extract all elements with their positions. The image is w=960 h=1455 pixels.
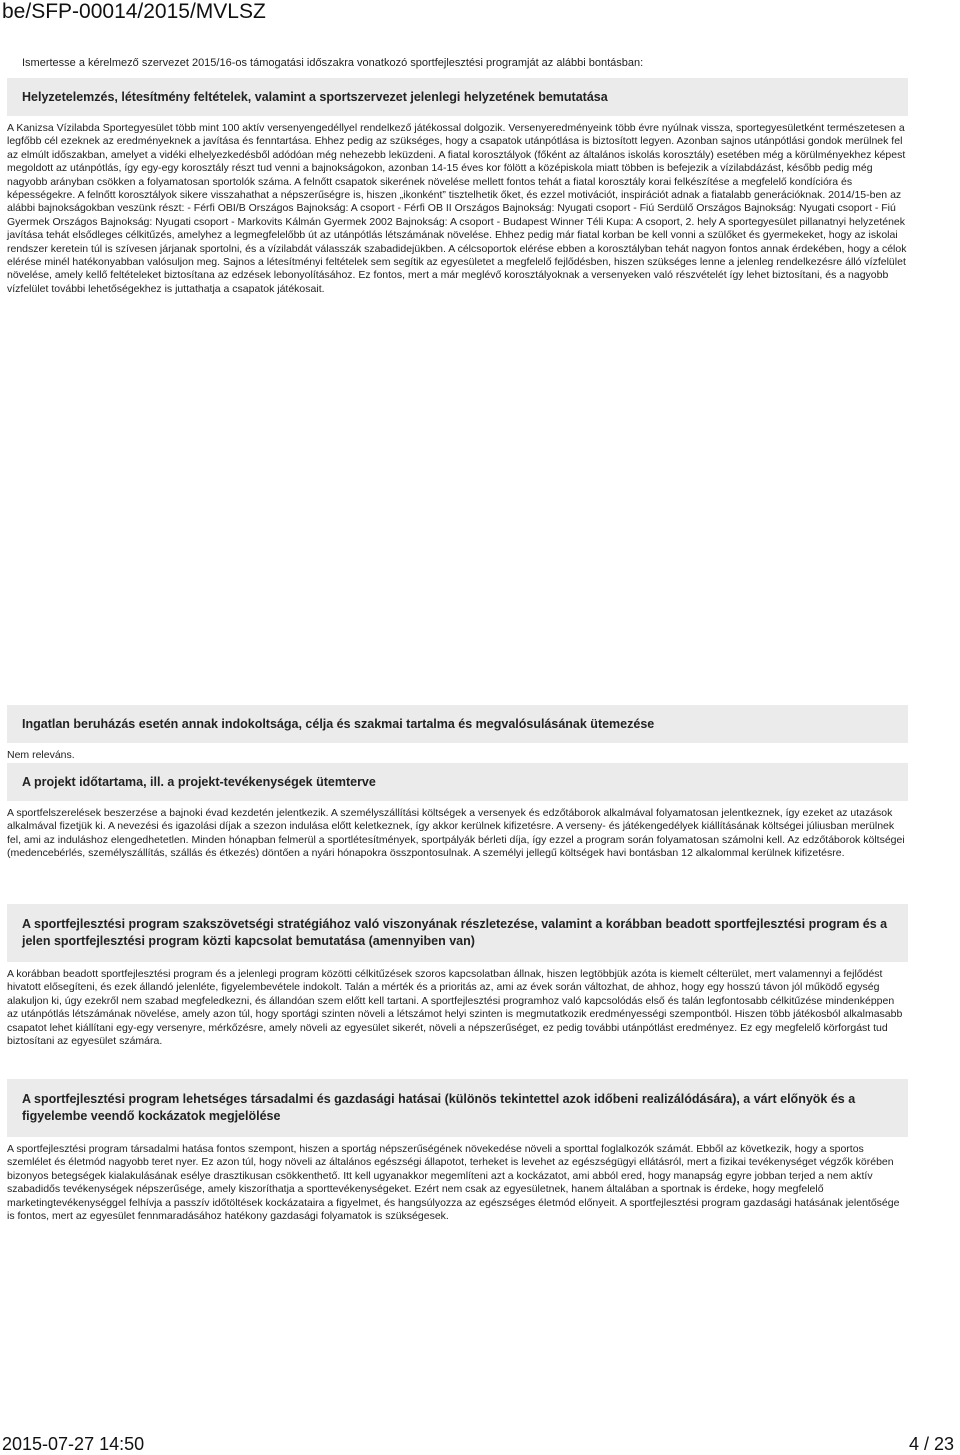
section-heading: Ingatlan beruházás esetén annak indokoltsága, célja és szakmai tartalma és megvalósulásának ütemezése [7, 705, 908, 743]
section-project-timeline [7, 763, 908, 861]
document-id: be/SFP-00014/2015/MVLSZ [2, 0, 266, 23]
section-real-estate [7, 705, 908, 762]
section-body: Nem releváns. [7, 749, 75, 761]
section-body: A Kanizsa Vízilabda Sportegyesület több mint 100 aktív versenyengedéllyel rendelkező játékossal dolgozik. Versenyeredményeink több évre nyúlnak vissza, sportegyesületként természetesen a legfőbb cél ezeknek az eredményeknek a javítása és fenntartása. Ehhez pedig az szükséges, hogy a csapatok utánpótlása is biztosított legyen. Azonban sajnos utánpótlási gondok merülnek fel az elmúlt időszakban, amelyet a vidéki elhelyezkedésből adódóan még nehezebb leküzdeni. A fiatal korosztályok (főként az általános iskolás korosztály) esetében még a körülményekhez képest megoldott az utánpótlás, így egy-egy korosztály részt tud venni a bajnokságokon, azonban 14-15 éves kor fölött a középiskola miatt többen is befejezik a vízilabdázást, később pedig még nagyobb arányban csökken a folyamatosan sportolók száma. A felnőtt csapatok sikerének növelése mellett fontos tehát a fiatal korosztály korai felkészítése a megfelelő kondícióra és képességekre. A felnőtt korosztályok sikere visszahathat a népszerűségre is, hiszen „ikonként” tisztelhetik őket, és ezzel motivációt, inspirációt adnak a fiatalabb generációknak. 2014/15-ben az alábbi bajnokságokban veszünk részt: - Férfi OBI/B Országos Bajnokság: A csoport - Férfi OB II Országos Bajnokság: Nyugati csoport - Fiú Serdülő Országos Bajnokság: Nyugati csoport - Fiú Gyermek Országos Bajnokság: Nyugati csoport - Markovits Kálmán Gyermek 2002 Bajnokság: A csoport - Budapest Winner Téli Kupa: A csoport, 2. hely A sportegyesület pillanatnyi helyzetének javítása tehát elsődleges célkitűzés, amelyhez a legmegfelelőbb út az utánpótlás létszámának növelése. Ehhez pedig már fiatal korban be kell vonni a szülőket és gyermekeket, hogy az iskolai rendszer keretein túl is szívesen járjanak sportolni, és a vízilabdát válasszák szabadidejükben. A célcsoportok elérése ebben a korosztályban tehát nagyon fontos annak érdekében, hogy a célok elérése minél hatékonyabban valósuljon meg. Sajnos a létesítményi feltételek sem segítik az egyesületet a megfelelő fejlődésben, hiszen szükséges lenne a jelenleg rendelkezésre álló vízfelület növelése, amely kellő feltételeket biztosítana az edzések lebonyolításához. Ez fontos, mert a már meglévő korosztályoknak a versenyeken való részvételét így lehet biztosítani, és a nagyobb vízfelület további lehetőségekhez is juttathatja a csapatok játékosait. [7, 122, 907, 295]
section-social-economic-impact [7, 1079, 908, 1223]
section-body: A sportfejlesztési program társadalmi hatása fontos szempont, hiszen a sportág népszerűségének növekedése növeli a sporttal foglalkozók számát. Ebből az következik, hogy a sportos szemlélet és életmód nagyobb teret nyer. Ez azon túl, hogy növeli az általános egészségi állapotot, terheket is levehet az egészségügyi ellátásról, mert a fizikai tevékenységet végzők körében bizonyos betegségek kialakulásának esélye drasztikusan csökkenthető. Itt kell ugyanakkor megemlíteni azt a kockázatot, ami abból ered, hogy manapság egyre jobban terjed a nem aktív szabadidős tevékenységek népszerűsége, amely kiszoríthatja a sporttevékenységeket. Ezért nem csak az egyesületnek, hanem általában a sportnak is érdeke, hogy megfelelő marketingtevékenységgel felhívja a passzív időtöltések kockázataira a figyelmet, és hangsúlyozza az egészséges életmód előnyeit. A sportfejlesztési program gazdasági hatásának jelentősége is fontos, mert az egyesület fennmaradásához hatékony gazdasági folyamatok is szükségesek. [7, 1143, 900, 1223]
section-heading: A sportfejlesztési program lehetséges társadalmi és gazdasági hatásai (különös tekintettel azok időbeni realizálódására), a várt előnyök és a figyelembe veendő kockázatok megjelölése [7, 1079, 908, 1137]
section-situation-analysis [7, 78, 908, 296]
section-body: A sportfelszerelések beszerzése a bajnoki évad kezdetén jelentkezik. A személyszállítási költségek a versenyek és edzőtáborok alkalmával folyamatosan jelentkeznek, így ezeket az utazások alkalmával fizetjük ki. A nevezési és igazolási díjak a szezon indulása előtt keletkeznek, így akkor kerülnek kifizetésre. A verseny- és játékengedélyek kiállításának költségei júliusban merülnek fel, ami az induláshoz elengedhetetlen. Minden hónapban felmerül a sportlétesítmények, sportpályák bérleti díja, így ezzel a program során folyamatosan számolni kell. Az edzőtáborok költségei (medencebérlés, személyszállítás, szállás és étkezés) döntően a nyári hónapokra összpontosulnak. A személyi jellegű költségek havi bontásban 12 alkalommal kerülnek kifizetésre. [7, 807, 905, 860]
footer-timestamp: 2015-07-27 14:50 [2, 1434, 145, 1454]
section-heading: A sportfejlesztési program szakszövetségi stratégiához való viszonyának részletezése, valamint a korábban beadott sportfejlesztési program és a jelen sportfejlesztési program közti kapcsolat bemutatása (amennyiben van) [7, 904, 908, 962]
section-heading: Helyzetelemzés, létesítmény feltételek, valamint a sportszervezet jelenlegi helyzetének bemutatása [7, 78, 908, 116]
section-heading: A projekt időtartama, ill. a projekt-tevékenységek ütemterve [7, 763, 908, 801]
intro-text: Ismertesse a kérelmező szervezet 2015/16-os támogatási időszakra vonatkozó sportfejlesztési programját az alábbi bontásban: [22, 57, 644, 69]
section-federation-strategy [7, 904, 908, 1048]
footer-page-number: 4 / 23 [908, 1434, 954, 1454]
section-body: A korábban beadott sportfejlesztési program és a jelenlegi program közötti célkitűzések szoros kapcsolatban állnak, hiszen legtöbbjük azóta is kiemelt célterület, mert valamennyi a fejlődést hivatott elősegíteni, és ezek állandó jelenléte, figyelembevétele indokolt. Talán a mérték és a prioritás az, ami az évek során változhat, de ahhoz, hogy egy hosszú távon jól működő egység alakuljon ki, úgy ezekről nem szabad megfeledkezni, és állandóan szem előtt kell tartani. A sportfejlesztési programhoz való kapcsolódás első és talán legfontosabb célkitűzése mindenképpen az utánpótlás létszámának növelése, amely azon túl, hogy sportági szinten növeli a létszámot helyi szinten is megmutatkozik eredményességi szempontból. Hiszen több játékosból alkalmasabb csapatot lehet kiállítani egy-egy versenyre, mérkőzésre, amely növeli az egyesület sikerét, növeli a népszerűséget, ez pedig további utánpótlást eredményez. Ez egy megfelelő körforgást tud biztosítani az egyesület számára. [7, 968, 903, 1048]
